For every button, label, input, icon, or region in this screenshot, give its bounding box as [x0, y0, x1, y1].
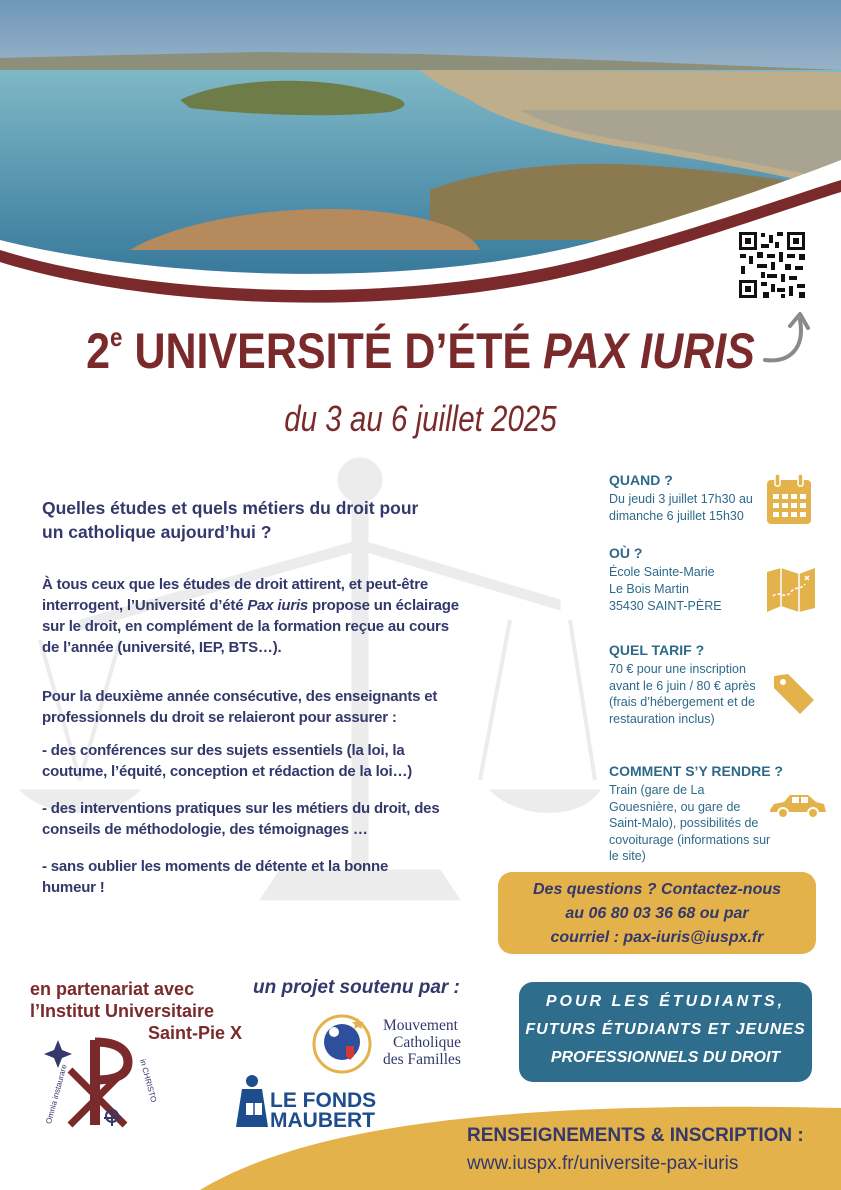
where-line-1: École Sainte-Marie [609, 565, 715, 579]
projet-label: un projet soutenu par : [253, 977, 460, 998]
where-heading: OÙ ? [609, 545, 643, 561]
audience-box [519, 982, 812, 1082]
bullet-detente: - sans oublier les moments de détente et la bonne humeur ! [42, 858, 389, 896]
partner-line-2: l’Institut Universitaire [30, 1001, 215, 1021]
svg-text:Omnia instaurare: Omnia instaurare [44, 1063, 69, 1125]
mcf-name: Mouvement Catholique des Familles [383, 1017, 462, 1068]
when-text: Du jeudi 3 juillet 17h30 au dimanche 6 juillet 15h30 [609, 492, 753, 523]
how-text: Train (gare de La Gouesnière, ou gare de Saint-Malo), possibilités de covoiturage (informations sur le site) [609, 783, 771, 863]
contact-line-2[interactable]: au 06 80 03 36 68 ou par [565, 905, 749, 922]
audience-line-3: PROFESSIONNELS DU DROIT [550, 1049, 781, 1066]
map-icon [765, 566, 817, 614]
svg-text:in CHRISTO: in CHRISTO [138, 1058, 159, 1104]
hero-coast-photo [0, 0, 841, 310]
page-title: 2e UNIVERSITÉ D’ÉTÉ PAX IURIS [86, 322, 755, 379]
qr-code[interactable] [737, 230, 807, 300]
audience-line-2: FUTURS ÉTUDIANTS ET JEUNES [525, 1021, 806, 1038]
where-line-3: 35430 SAINT-PÈRE [609, 599, 722, 613]
how-heading: COMMENT S’Y RENDRE ? [609, 763, 783, 779]
contact-email[interactable]: courriel : pax-iuris@iuspx.fr [550, 929, 764, 946]
intro-paragraph-1: À tous ceux que les études de droit attirent, et peut-être interrogent, l’Université d’été Pax iuris propose un éclairage sur le droit, en complément de la formation reçue au cours de l’année (université, IEP, BTS…). [42, 576, 459, 656]
bullet-interventions: - des interventions pratiques sur les métiers du droit, des conseils de méthodologie, des témoignages … [42, 800, 440, 838]
price-tag-icon [770, 670, 816, 716]
car-icon [768, 792, 828, 820]
fonds-maubert-name: LE FONDS MAUBERT [270, 1089, 377, 1132]
contact-box [498, 872, 816, 954]
where-line-2: Le Bois Martin [609, 582, 689, 596]
price-heading: QUEL TARIF ? [609, 642, 705, 658]
event-dates: du 3 au 6 juillet 2025 [284, 398, 557, 439]
mcf-logo [308, 1012, 378, 1076]
registration-url[interactable]: www.iuspx.fr/universite-pax-iuris [467, 1153, 739, 1174]
intro-paragraph-2: Pour la deuxième année consécutive, des enseignants et professionnels du droit se relaieront pour assurer : [42, 688, 438, 726]
contact-line-1: Des questions ? Contactez-nous [532, 881, 782, 898]
partner-line-3: Saint-Pie X [148, 1023, 243, 1043]
audience-line-1: POUR LES ÉTUDIANTS, [545, 993, 786, 1010]
registration-heading: RENSEIGNEMENTS & INSCRIPTION : [467, 1125, 804, 1146]
calendar-icon [765, 474, 813, 526]
partner-line-1: en partenariat avec [30, 979, 195, 999]
bullet-conferences: - des conférences sur des sujets essentiels (la loi, la coutume, l’équité, conception et rédaction de la loi…) [42, 742, 413, 780]
when-heading: QUAND ? [609, 472, 673, 488]
price-text: 70 € pour une inscription avant le 6 juin / 80 € après (frais d’hébergement et de restauration inclus) [609, 662, 756, 726]
intro-question: Quelles études et quels métiers du droit pour un catholique aujourd’hui ? [42, 498, 419, 542]
